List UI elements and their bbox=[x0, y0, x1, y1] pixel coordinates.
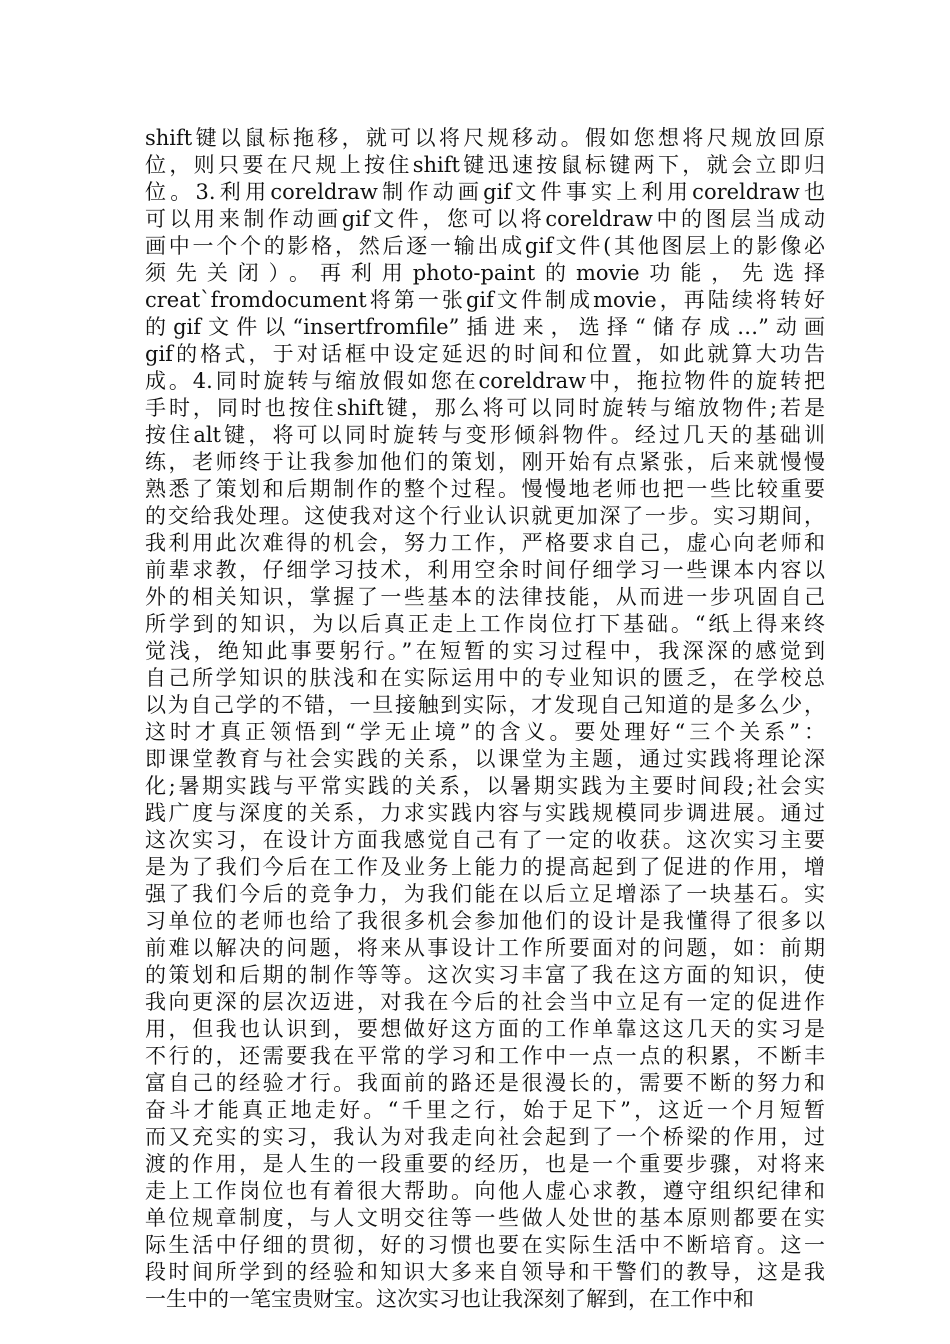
text-line: 我向更深的层次迈进，对我在今后的社会当中立足有一定的促进作 bbox=[145, 990, 825, 1014]
text-line: 觉浅，绝知此事要躬行。”在短暂的实习过程中，我深深的感觉到 bbox=[145, 639, 825, 663]
text-line: 按住alt键，将可以同时旋转与变形倾斜物件。经过几天的基础训 bbox=[145, 423, 825, 447]
text-line: 可以用来制作动画gif文件，您可以将coreldraw中的图层当成动 bbox=[145, 207, 825, 231]
text-line: 不行的，还需要我在平常的学习和工作中一点一点的积累，不断丰 bbox=[145, 1044, 825, 1068]
text-line: 以为自己学的不错，一旦接触到实际，才发现自己知道的是多么少， bbox=[145, 693, 825, 717]
text-line: 位，则只要在尺规上按住shift键迅速按鼠标键两下，就会立即归 bbox=[145, 153, 825, 177]
text-line: 走上工作岗位也有着很大帮助。向他人虚心求教，遵守组织纪律和 bbox=[145, 1179, 825, 1203]
text-line: 须先关闭）。再利用photo-paint的movie功能，先选择 bbox=[145, 261, 825, 285]
text-line: 位。3.利用coreldraw制作动画gif文件事实上利用coreldraw也 bbox=[145, 180, 825, 204]
text-line: 强了我们今后的竞争力，为我们能在以后立足增添了一块基石。实 bbox=[145, 882, 825, 906]
text-line: shift键以鼠标拖移，就可以将尺规移动。假如您想将尺规放回原 bbox=[145, 126, 825, 150]
text-line: 前难以解决的问题，将来从事设计工作所要面对的问题，如：前期 bbox=[145, 936, 825, 960]
text-line: creat`fromdocument将第一张gif文件制成movie，再陆续将转好 bbox=[145, 288, 825, 312]
body-text bbox=[145, 125, 825, 1313]
text-line: 习单位的老师也给了我很多机会参加他们的设计是我懂得了很多以 bbox=[145, 909, 825, 933]
text-line: 奋斗才能真正地走好。“千里之行，始于足下”，这近一个月短暂 bbox=[145, 1098, 825, 1122]
text-line: 外的相关知识，掌握了一些基本的法律技能，从而进一步巩固自己 bbox=[145, 585, 825, 609]
text-line: 的交给我处理。这使我对这个行业认识就更加深了一步。实习期间， bbox=[145, 504, 825, 528]
text-line: 所学到的知识，为以后真正走上工作岗位打下基础。“纸上得来终 bbox=[145, 612, 825, 636]
text-line: 段时间所学到的经验和知识大多来自领导和干警们的教导，这是我 bbox=[145, 1260, 825, 1284]
text-line: 用，但我也认识到，要想做好这方面的工作单靠这这几天的实习是 bbox=[145, 1017, 825, 1041]
text-line: 富自己的经验才行。我面前的路还是很漫长的，需要不断的努力和 bbox=[145, 1071, 825, 1095]
text-line: 画中一个个的影格，然后逐一输出成gif文件(其他图层上的影像必 bbox=[145, 234, 825, 258]
text-line: 化;暑期实践与平常实践的关系，以暑期实践为主要时间段;社会实 bbox=[145, 774, 825, 798]
text-line: 成。4.同时旋转与缩放假如您在coreldraw中，拖拉物件的旋转把 bbox=[145, 369, 825, 393]
text-line: 自己所学知识的肤浅和在实际运用中的专业知识的匮乏，在学校总 bbox=[145, 666, 825, 690]
text-line: 这时才真正领悟到“学无止境”的含义。要处理好“三个关系”： bbox=[145, 720, 825, 744]
text-line: 手时，同时也按住shift键，那么将可以同时旋转与缩放物件;若是 bbox=[145, 396, 825, 420]
text-line: 是为了我们今后在工作及业务上能力的提高起到了促进的作用，增 bbox=[145, 855, 825, 879]
text-line: 际生活中仔细的贯彻，好的习惯也要在实际生活中不断培育。这一 bbox=[145, 1233, 825, 1257]
text-line: 践广度与深度的关系，力求实践内容与实践规模同步调进展。通过 bbox=[145, 801, 825, 825]
text-line: 的gif文件以“insertfromfile”插进来，选择“储存成…”动画 bbox=[145, 315, 825, 339]
text-line: 而又充实的实习，我认为对我走向社会起到了一个桥梁的作用，过 bbox=[145, 1125, 825, 1149]
text-line: 我利用此次难得的机会，努力工作，严格要求自己，虚心向老师和 bbox=[145, 531, 825, 555]
text-line: 渡的作用，是人生的一段重要的经历，也是一个重要步骤，对将来 bbox=[145, 1152, 825, 1176]
text-line: gif的格式，于对话框中设定延迟的时间和位置，如此就算大功告 bbox=[145, 342, 825, 366]
text-line: 熟悉了策划和后期制作的整个过程。慢慢地老师也把一些比较重要 bbox=[145, 477, 825, 501]
text-line: 单位规章制度，与人文明交往等一些做人处世的基本原则都要在实 bbox=[145, 1206, 825, 1230]
text-line: 这次实习，在设计方面我感觉自己有了一定的收获。这次实习主要 bbox=[145, 828, 825, 852]
text-line: 前辈求教，仔细学习技术，利用空余时间仔细学习一些课本内容以 bbox=[145, 558, 825, 582]
text-line: 的策划和后期的制作等等。这次实习丰富了我在这方面的知识，使 bbox=[145, 963, 825, 987]
text-line: 一生中的一笔宝贵财宝。这次实习也让我深刻了解到，在工作中和 bbox=[145, 1287, 754, 1311]
text-line: 练，老师终于让我参加他们的策划，刚开始有点紧张，后来就慢慢 bbox=[145, 450, 825, 474]
text-line: 即课堂教育与社会实践的关系，以课堂为主题，通过实践将理论深 bbox=[145, 747, 825, 771]
